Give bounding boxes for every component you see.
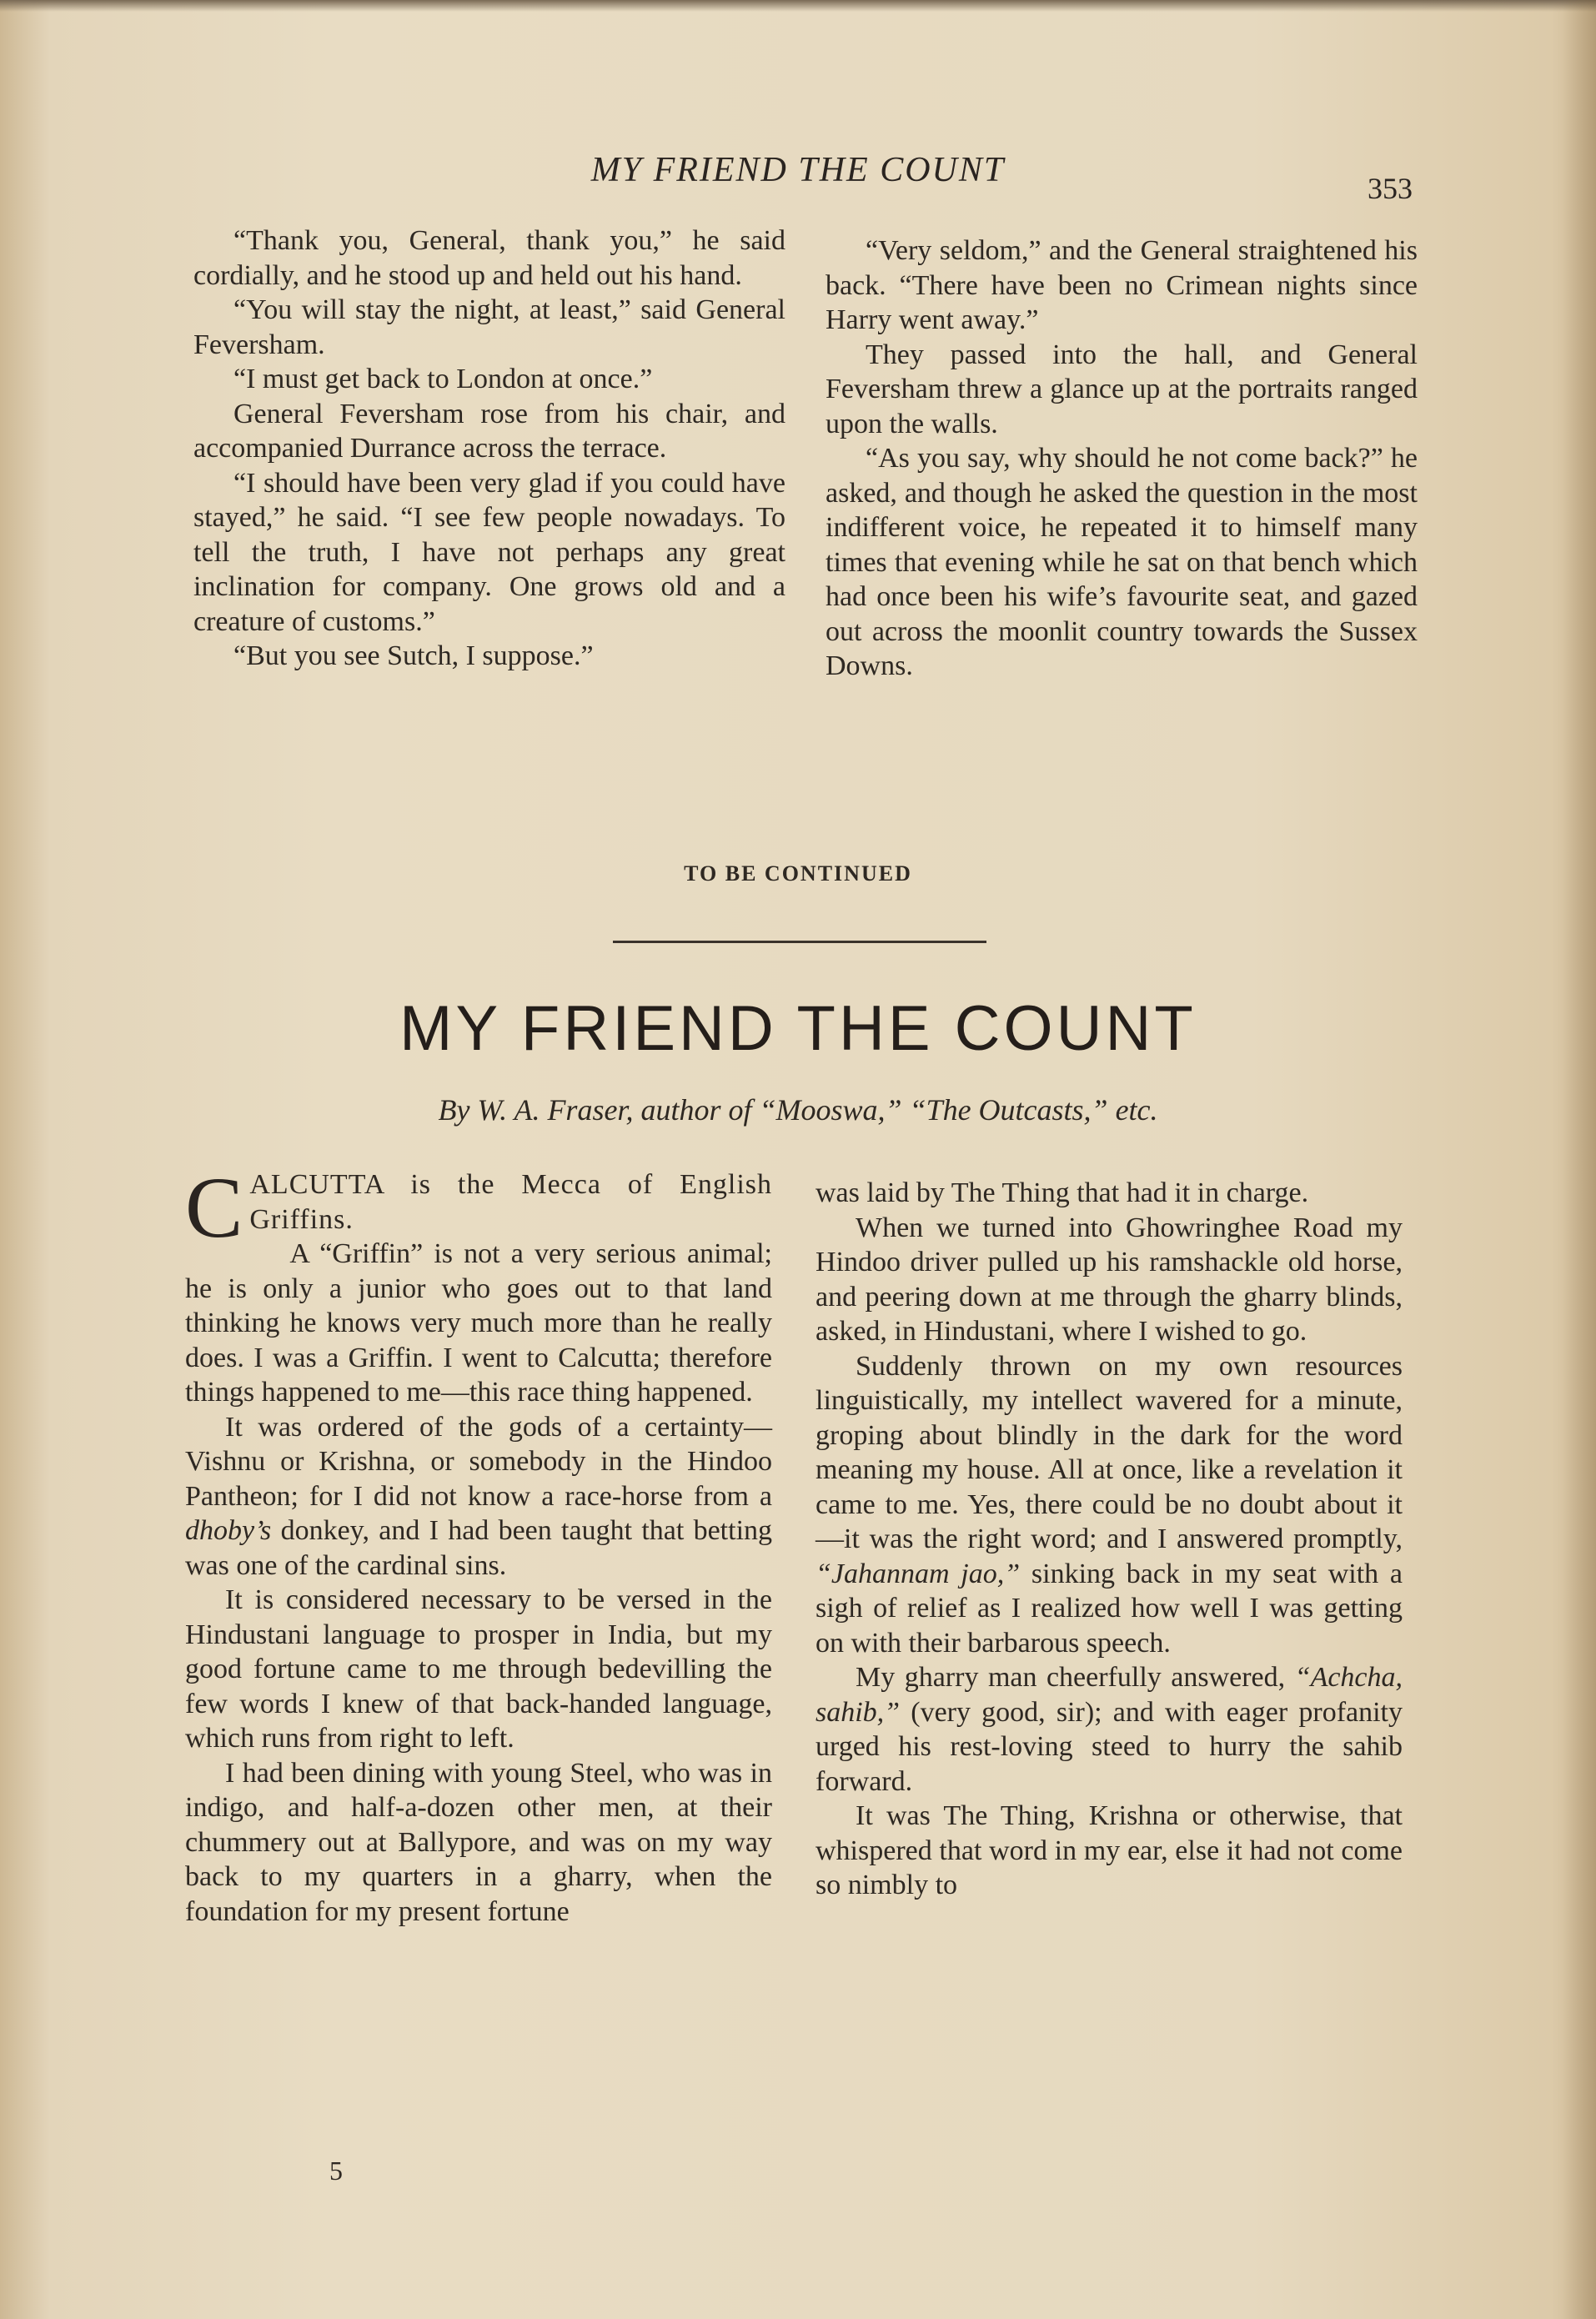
text-span: sinking back in my seat with a sigh of relief as I realized how well I was getting on with their barbarous speech. [816,1558,1403,1659]
drop-cap: C [185,1160,243,1256]
page-top-edge [0,0,1596,12]
paragraph: It was The Thing, Krishna or otherwise, that whispered that word in my ear, else it had not come so nimbly to [816,1800,1403,1900]
signature-mark: 5 [329,2156,343,2186]
opening-paragraph [185,1160,772,1256]
italic-phrase: “Achcha, sahib,” [816,1662,1403,1728]
paragraph: “I must get back to London at once.” [233,364,653,394]
byline-etc: etc. [1115,1093,1158,1127]
opening-text: ALCUTTA is the Mecca of English Griffins. [249,1169,772,1235]
article-title: MY FRIEND THE COUNT [399,993,1197,1064]
paragraph: It is considered necessary to be versed in the Hindustani language to prosper in India, but my good fortune came to me through bedevilling the few words I knew of that back-handed language, which runs from right to left. [185,1584,772,1754]
top-right-column [826,233,1418,684]
page-number: 353 [1368,172,1413,205]
paragraph: A “Griffin” is not a very serious animal; he is only a junior who goes out to that land thinking he knows very much more than he really does. I was a Griffin. I went to Calcutta; therefore things happened to me—this race thing happened. [185,1238,772,1408]
paragraph: “Thank you, General, thank you,” he said cordially, and he stood up and held out his hand. [193,225,785,291]
section-divider [613,941,986,943]
byline-book-mooswa: “Mooswa,” [759,1093,902,1127]
paragraph: They passed into the hall, and General Feversham threw a glance up at the portraits ranged upon the walls. [826,339,1418,439]
text-span: It was ordered of the gods of a certainty—Vishnu or Krishna, or somebody in the Hindoo Pantheon; for I did not know a race-horse from a [185,1411,772,1512]
paragraph: “Very seldom,” and the General straightened his back. “There have been no Crimean nights since Harry went away.” [826,235,1418,335]
paragraph: “You will stay the night, at least,” said General Feversham. [193,294,785,360]
italic-phrase: “Jahannam jao,” [816,1558,1021,1589]
paragraph: “As you say, why should he not come back?” he asked, and though he asked the question in the most indifferent voice, he repeated it to himself many times that evening while he sat on that bench which had once been his wife’s favourite seat, and gazed out across the moonlit country towards the Sussex Downs. [826,443,1418,681]
byline [0,1092,1596,1127]
running-head: MY FRIEND THE COUNT [590,151,1006,189]
paragraph: General Feversham rose from his chair, and accompanied Durrance across the terrace. [193,398,785,464]
byline-book-outcasts: “The Outcasts,” [909,1093,1108,1127]
paragraph: “I should have been very glad if you could have stayed,” he said. “I see few people nowadays. To tell the truth, I have not perhaps any great inclination for company. One grows old and a creature of customs.” [193,467,785,637]
text-span: (very good, sir); and with eager profanity urged his rest-loving steed to hurry the sahib forward. [816,1696,1403,1797]
paragraph: “But you see Sutch, I suppose.” [233,640,594,671]
paragraph [185,1410,772,1584]
italic-term: dhoby’s [185,1515,272,1546]
top-left-column [193,223,785,674]
paragraph: I had been dining with young Steel, who was in indigo, and half-a-dozen other men, at their chummery out at Ballypore, and was on my way back to my quarters in a gharry, when the foundation for my present fortune [185,1757,772,1927]
bottom-left-column [185,1160,773,1929]
page-spine-shadow [1563,0,1596,2319]
text-span: My gharry man cheerfully answered, [856,1662,1286,1693]
to-be-continued: TO BE CONTINUED [684,861,912,886]
paragraph: was laid by The Thing that had it in charge. [816,1177,1309,1208]
paragraph [816,1660,1403,1799]
bottom-right-column [816,1176,1403,1903]
byline-author: By W. A. Fraser, author of [438,1093,752,1127]
paragraph: When we turned into Ghowringhee Road my Hindoo driver pulled up his ramshackle old horse, and peering down at me through the gharry blinds, asked, in Hindustani, where I wished to go. [816,1212,1403,1347]
paragraph [816,1349,1403,1661]
text-span: Suddenly thrown on my own resources linguistically, my intellect wavered for a minute, groping about blindly in the dark for the word meaning my house. All at once, like a revelation it came to me. Yes, there could be no doubt about it—it was the right word; and I answered promptly, [816,1350,1403,1554]
text-span: donkey, and I had been taught that betting was one of the cardinal sins. [185,1515,773,1581]
